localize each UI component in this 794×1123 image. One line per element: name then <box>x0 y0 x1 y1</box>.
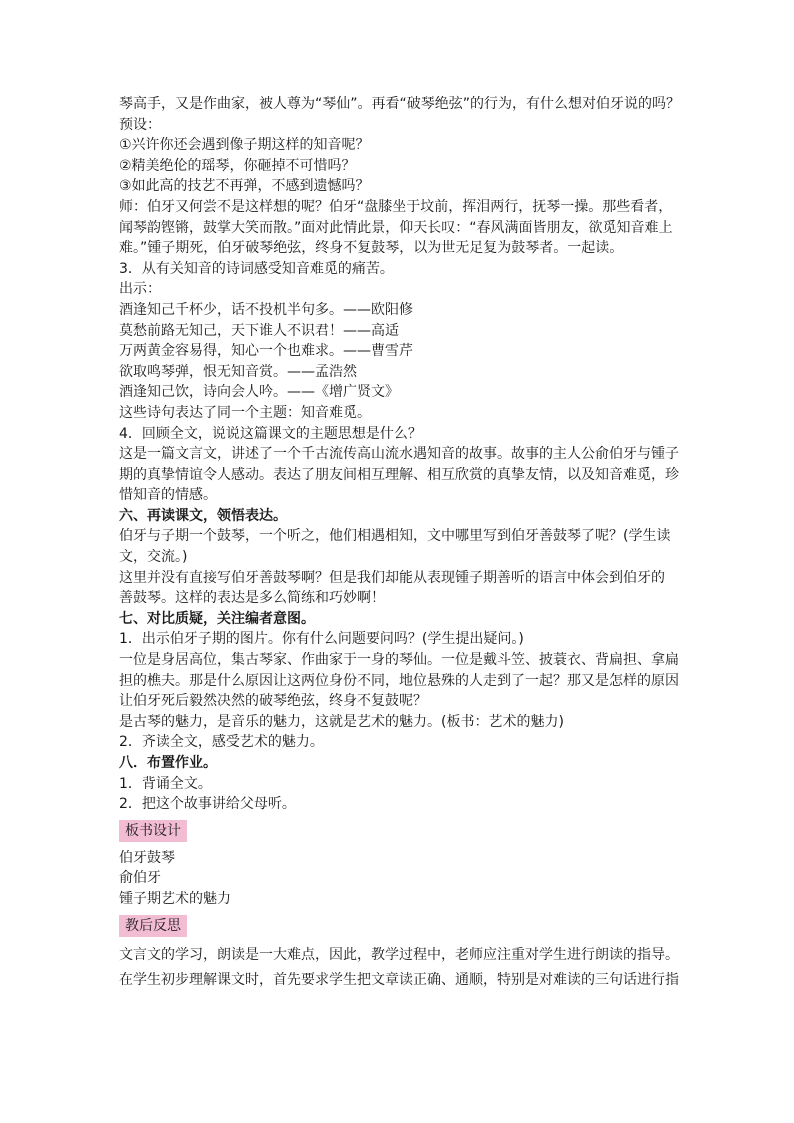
text-line: 善鼓琴。这样的表达是多么简练和巧妙啊！ <box>119 590 385 607</box>
poem-line: 欲取鸣琴弹，恨无知音赏。——孟浩然 <box>119 363 357 380</box>
text-line: 难。”锺子期死，伯牙破琴绝弦，终身不复鼓琴，以为世无足复为鼓琴者。一起读。 <box>119 240 624 257</box>
text-line: 闻琴韵铿锵，鼓掌大笑而散。”面对此情此景，仰天长叹：“春风满面皆朋友，欲觅知音难上 <box>119 219 673 236</box>
text-line: 预设： <box>119 116 161 133</box>
text-line: 这些诗句表达了同一个主题：知音难觅。 <box>119 404 371 421</box>
text-line: 1．背诵全文。 <box>119 775 212 792</box>
section-heading: 八．布置作业。 <box>119 755 217 771</box>
board-line: 俞伯牙 <box>119 870 161 887</box>
text-line: 文，交流。) <box>119 549 188 566</box>
text-line: 2．把这个故事讲给父母听。 <box>119 796 296 813</box>
board-design-section <box>119 815 684 910</box>
board-design-tag: 板书设计 <box>119 820 187 842</box>
text-line: ③如此高的技艺不再弹，不感到遗憾吗？ <box>119 178 370 195</box>
board-line: 锺子期艺术的魅力 <box>119 890 231 907</box>
reflection-line: 在学生初步理解课文时，首先要求学生把文章读正确、通顺，特别是对难读的三句话进行指 <box>119 971 679 988</box>
text-line: 出示： <box>119 281 161 298</box>
text-line: 这是一篇文言文，讲述了一个千古流传高山流水遇知音的故事。故事的主人公俞伯牙与锺子 <box>119 446 679 463</box>
text-line: 期的真挚情谊令人感动。表达了朋友间相互理解、相互欣赏的真挚友情，以及知音难觅，珍 <box>119 466 679 483</box>
poem-line: 莫愁前路无知己，天下谁人不识君！——高适 <box>119 322 399 339</box>
text-line: 担的樵夫。那是什么原因让这两位身份不同，地位悬殊的人走到了一起？那又是怎样的原因 <box>119 672 679 689</box>
text-line: 2．齐读全文，感受艺术的魅力。 <box>119 734 324 751</box>
text-line: 让伯牙死后毅然决然的破琴绝弦，终身不复鼓呢？ <box>119 693 427 710</box>
text-line: ①兴许你还会遇到像子期这样的知音呢？ <box>119 137 370 154</box>
section-heading: 六、再读课文，领悟表达。 <box>119 507 287 524</box>
reflection-line: 文言文的学习，朗读是一大难点，因此，教学过程中，老师应注重对学生进行朗读的指导。 <box>119 946 679 963</box>
text-line: 1．出示伯牙子期的图片。你有什么问题要问吗？(学生提出疑问。) <box>119 631 524 648</box>
text-line: 3．从有关知音的诗词感受知音难觅的痛苦。 <box>119 260 394 277</box>
reflection-section <box>119 910 684 993</box>
text-line: 这里并没有直接写伯牙善鼓琴啊？但是我们却能从表现锺子期善听的语言中体会到伯牙的 <box>119 569 665 586</box>
text-line: 一位是身居高位，集古琴家、作曲家于一身的琴仙。一位是戴斗笠、披蓑衣、背扁担、拿扁 <box>119 652 679 669</box>
text-line: 惜知音的情感。 <box>119 487 217 504</box>
section-heading: 七、对比质疑，关注编者意图。 <box>119 610 315 627</box>
reflection-tag: 教后反思 <box>119 915 187 937</box>
board-line: 伯牙鼓琴 <box>119 849 175 866</box>
text-line: 琴高手，又是作曲家，被人尊为“琴仙”。再看“破琴绝弦”的行为，有什么想对伯牙说的吗？ <box>119 96 681 112</box>
poem-line: 酒逢知己饮，诗向会人吟。——《增广贤文》 <box>119 384 399 401</box>
text-line: 是古琴的魅力，是音乐的魅力，这就是艺术的魅力。(板书：艺术的魅力) <box>119 713 564 730</box>
text-line: 师：伯牙又何尝不是这样想的呢？伯牙“盘膝坐于坟前，挥泪两行，抚琴一操。那些看者， <box>119 198 673 215</box>
poem-line: 万两黄金容易得，知心一个也难求。——曹雪芹 <box>119 343 413 360</box>
text-line: 4．回顾全文，说说这篇课文的主题思想是什么？ <box>119 425 422 442</box>
poem-line: 酒逢知己千杯少，话不投机半句多。——欧阳修 <box>119 301 413 318</box>
text-line: 伯牙与子期一个鼓琴，一个听之，他们相遇相知，文中哪里写到伯牙善鼓琴了呢？(学生读 <box>119 528 671 545</box>
lesson-body <box>119 94 684 815</box>
text-line: ②精美绝伦的瑶琴，你砸掉不可惜吗？ <box>119 157 356 174</box>
